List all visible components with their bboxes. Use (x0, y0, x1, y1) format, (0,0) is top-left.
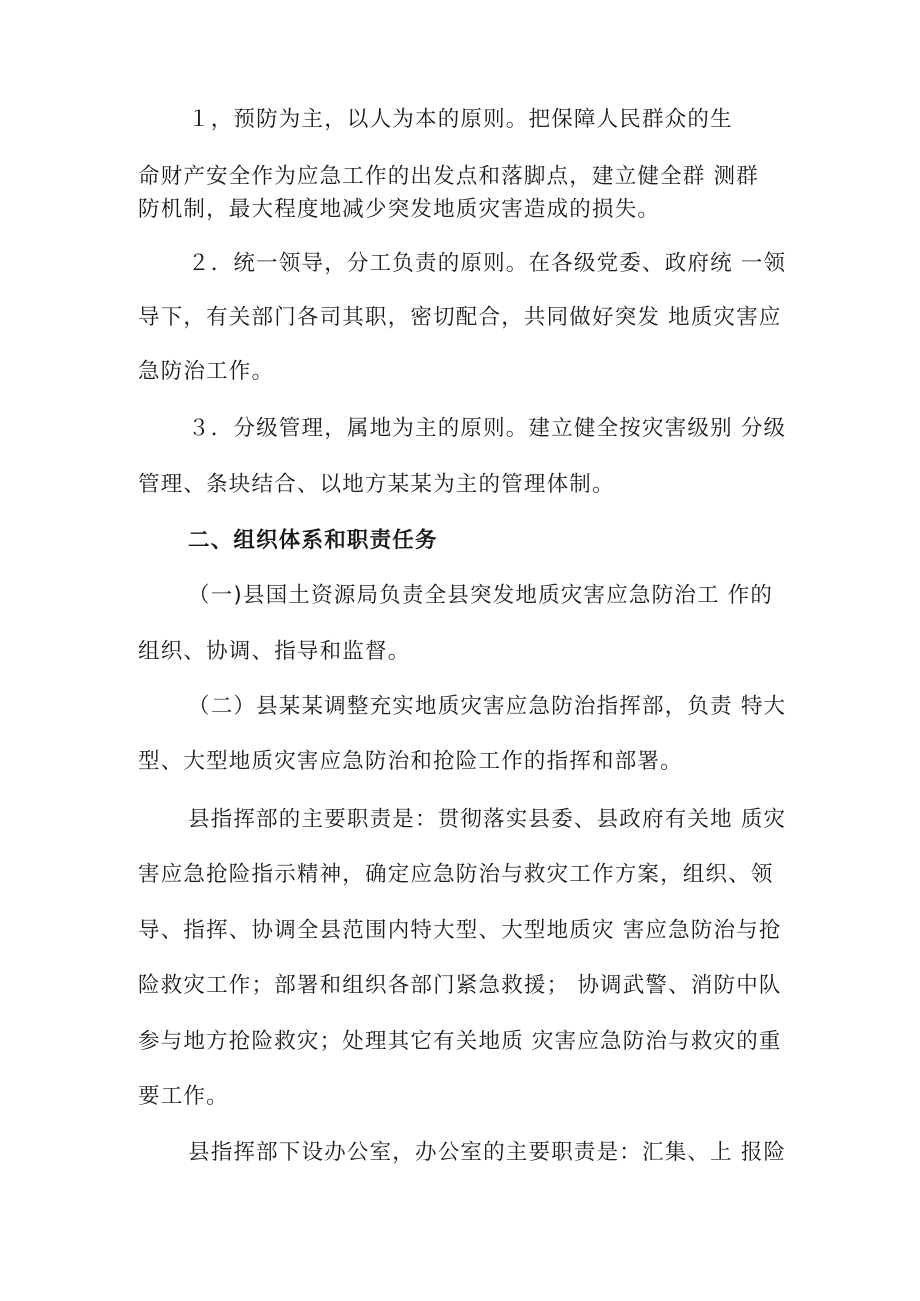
paragraph-office-line-1: 县指挥部下设办公室，办公室的主要职责是：汇集、上 报险 (188, 1140, 787, 1165)
paragraph-item-2-line-1: （二）县某某调整充实地质灾害应急防治指挥部，负责 特大 (188, 694, 787, 719)
paragraph-principle-1-line-2: 命财产安全作为应急工作的出发点和落脚点，建立健全群 测群 (138, 164, 759, 189)
paragraph-item-2-line-2: 型、大型地质灾害应急防治和抢险工作的指挥和部署。 (138, 749, 683, 774)
paragraph-duties-line-5: 参与地方抢险救灾；处理其它有关地质 灾害应急防治与救灾的重 (138, 1029, 782, 1054)
paragraph-duties-line-2: 害应急抢险指示精神，确定应急防治与救灾工作方案，组织、领 (138, 862, 774, 887)
section-heading: 二、组织体系和职责任务 (188, 528, 438, 553)
paragraph-duties-line-3: 导、指挥、协调全县范围内特大型、大型地质灾 害应急防治与抢 (138, 918, 782, 943)
paragraph-principle-2-line-2: 导下，有关部门各司其职，密切配合，共同做好突发 地质灾害应 (138, 305, 782, 330)
paragraph-principle-2-line-1: ２．统一领导，分工负责的原则。在各级党委、政府统 一领 (188, 251, 787, 276)
paragraph-duties-line-6: 要工作。 (138, 1084, 229, 1109)
paragraph-principle-1-line-1: １，预防为主，以人为本的原则。把保障人民群众的生 (188, 107, 733, 132)
paragraph-principle-2-line-3: 急防治工作。 (138, 359, 275, 384)
paragraph-principle-3-line-2: 管理、条块结合、以地方某某为主的管理体制。 (138, 472, 615, 497)
paragraph-principle-3-line-1: ３．分级管理，属地为主的原则。建立健全按灾害级别 分级 (188, 416, 787, 441)
paragraph-item-1-line-2: 组织、协调、指导和监督。 (138, 639, 411, 664)
paragraph-principle-1-line-3: 防机制，最大程度地减少突发地质灾害造成的损失。 (138, 197, 661, 222)
paragraph-duties-line-4: 险救灾工作；部署和组织各部门紧急救援； 协调武警、消防中队 (138, 973, 782, 998)
paragraph-item-1-line-1: （一)县国土资源局负责全县突发地质灾害应急防治工 作的 (188, 583, 774, 608)
paragraph-duties-line-1: 县指挥部的主要职责是：贯彻落实县委、县政府有关地 质灾 (188, 807, 787, 832)
